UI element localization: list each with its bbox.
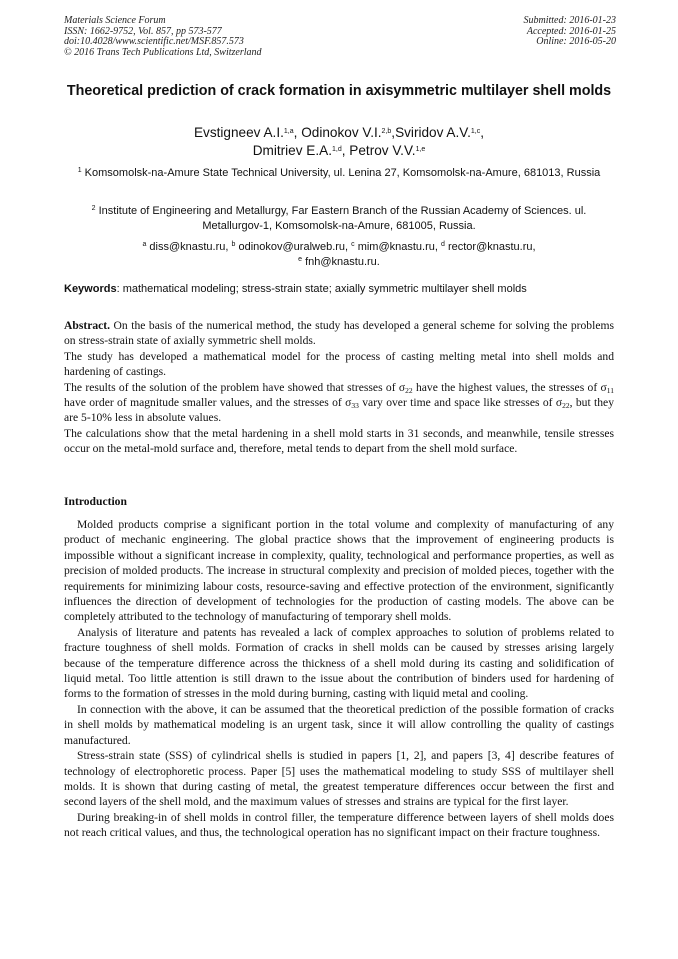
online-date: Online: 2016-05-20	[536, 36, 616, 47]
intro-paragraph: Analysis of literature and patents has revealed a lack of complex approaches to solution of problems related to fracture toughness of shell molds. Formation of cracks in shell molds can be caused by stresses arising largely because of the temperature difference across the thickness of a shell mold during its casting and solidification of liquid metal. Too little attention is still drawn to the issue about the contribution of binders used for hardening of forms to the formation of stresses in the mold during burning, casting with liquid metal and cooling.	[64, 625, 614, 701]
author-separator: ,	[391, 125, 396, 140]
section-heading: Introduction	[64, 495, 127, 508]
email-mark: d	[441, 241, 445, 249]
abstract-paragraph: The calculations show that the metal hardening in a shell mold starts in 31 seconds, and meanwhile, tensile stresses occur on the metal-mold surface and, therefore, metal tends to depart from the shell mold surface.	[64, 426, 614, 456]
affiliation-mark: 1	[77, 167, 82, 175]
intro-paragraph: During breaking-in of shell molds in control filler, the temperature difference between layers of shell molds does not reach critical values, and thus, the technological operation has no significant impact on their fracture toughness.	[64, 810, 614, 840]
intro-paragraph: In connection with the above, it can be assumed that the theoretical prediction of the possible formation of cracks in shell molds by mathematical modeling is an urgent task, since it will allow controlling the quality of castings manufactured.	[64, 702, 614, 747]
subscript: 22	[562, 400, 570, 410]
email-link[interactable]: mim@knastu.ru,	[357, 241, 441, 253]
abstract-label: Abstract.	[64, 319, 111, 332]
email-mark: e	[298, 255, 303, 263]
submission-dates	[524, 16, 617, 48]
subscript: 33	[351, 400, 359, 410]
abstract-text: On the basis of the numerical method, the study has developed a general scheme for solving the problems on stress-strain state of axially symmetric shell molds.	[64, 319, 614, 348]
abstract-text: have order of magnitude smaller values, and the stresses of	[64, 396, 346, 410]
issn-line: ISSN: 1662-9752, Vol. 857, pp 573-577	[64, 25, 222, 37]
author-separator: ,	[480, 125, 485, 140]
author-name: Evstigneev A.I.	[193, 125, 284, 140]
submitted-date: Submitted: 2016-01-23	[523, 15, 616, 26]
abstract-text: The results of the solution of the problem have showed that stresses of	[64, 380, 399, 394]
email-link[interactable]: odinokov@uralweb.ru,	[238, 241, 352, 253]
affiliation-1	[60, 166, 618, 181]
author-separator: ,	[341, 143, 350, 158]
email-mark: a	[142, 241, 147, 249]
author-affiliation-mark: 2,b	[381, 128, 392, 136]
abstract-text: have the highest values, the stresses of	[412, 380, 601, 394]
intro-paragraph: Stress-strain state (SSS) of cylindrical shells is studied in papers [1, 2], and papers [3, 4] describe features of technology of electrophoretic process. Paper [5] uses the mathematical modeling to study SSS of multilayer shell molds. It is shown that during casting of metal, the greatest temperature differences occur between the first and second layers of the shell mold, and the maximum values of stresses and strains are typical for the first layer.	[64, 749, 614, 809]
intro-paragraph: Molded products comprise a significant portion in the total volume and complexity of manufacturing of any product of mechanic engineering. The global practice shows that the improvement of engineering products is impossible without a significant increase in complexity, quality, technological and performance properties, as well as precision of molded products. The increase in structural complexity and precision of molded pieces, together with the requirements for minimizing labour costs, resource-saving and effective protection of the environment, significantly influences the direction of development of technologies for the production of casting models. The above can be completely attributed to the technology of manufacturing of temporary shell molds.	[64, 518, 614, 624]
affiliation-text: Institute of Engineering and Metallurgy, Far Eastern Branch of the Russian Academy of Sciences. ul. Metallurgov-1, Komsomolsk-na-Amure, 681005, Russia.	[98, 205, 587, 232]
copyright-line: © 2016 Trans Tech Publications Ltd, Switzerland	[64, 46, 262, 58]
paper-title: Theoretical prediction of crack formation in axisymmetric multilayer shell molds	[66, 83, 612, 99]
email-link[interactable]: fnh@knastu.ru.	[305, 255, 380, 268]
keywords-label: Keywords	[64, 283, 117, 295]
subscript: 11	[606, 385, 614, 395]
doi-line: doi:10.4028/www.scientific.net/MSF.857.573	[64, 36, 244, 47]
author-separator: ,	[293, 125, 302, 140]
author-affiliation-mark: 1,a	[283, 128, 294, 136]
author-name: Dmitriev E.A.	[252, 143, 332, 158]
sigma-symbol: σ	[345, 396, 352, 410]
email-link[interactable]: rector@knastu.ru,	[447, 241, 536, 253]
affiliation-mark: 2	[91, 205, 96, 213]
email-list	[60, 240, 618, 269]
abstract-text: , but they are 5-10% less in absolute values.	[64, 396, 614, 425]
accepted-date: Accepted: 2016-01-25	[526, 25, 616, 37]
sigma-symbol: σ	[600, 380, 607, 394]
author-list	[60, 124, 618, 160]
abstract	[64, 318, 614, 457]
journal-info	[64, 16, 262, 58]
keywords-text: : mathematical modeling; stress-strain state; axially symmetric multilayer shell molds	[116, 283, 527, 295]
affiliation-text: Komsomolsk-na-Amure State Technical University, ul. Lenina 27, Komsomolsk-na-Amure, 681013, Russia	[84, 167, 601, 179]
author-affiliation-mark: 1,e	[415, 146, 426, 154]
affiliation-2	[60, 204, 618, 233]
abstract-paragraph: The study has developed a mathematical model for the process of casting melting metal into shell molds and hardening of castings.	[64, 349, 614, 379]
email-line-1	[60, 240, 618, 255]
author-name: Sviridov A.V.	[395, 125, 471, 140]
journal-name: Materials Science Forum	[64, 15, 166, 26]
email-mark: b	[231, 241, 236, 249]
author-affiliation-mark: 1,d	[332, 146, 342, 154]
author-affiliation-mark: 1,c	[470, 128, 481, 136]
author-line-1	[60, 124, 618, 142]
email-link[interactable]: diss@knastu.ru,	[149, 241, 232, 253]
email-mark: c	[351, 241, 355, 249]
abstract-paragraph	[64, 380, 614, 426]
abstract-paragraph	[64, 318, 614, 349]
sigma-symbol: σ	[555, 396, 563, 410]
email-line-2	[60, 255, 618, 270]
keywords	[64, 282, 620, 296]
introduction-body	[64, 517, 614, 841]
author-name: Petrov V.V.	[349, 143, 416, 158]
author-name: Odinokov V.I.	[301, 125, 382, 140]
abstract-text: vary over time and space like stresses of	[358, 396, 556, 410]
subscript: 22	[405, 385, 413, 395]
author-line-2	[60, 142, 618, 160]
sigma-symbol: σ	[398, 380, 406, 394]
